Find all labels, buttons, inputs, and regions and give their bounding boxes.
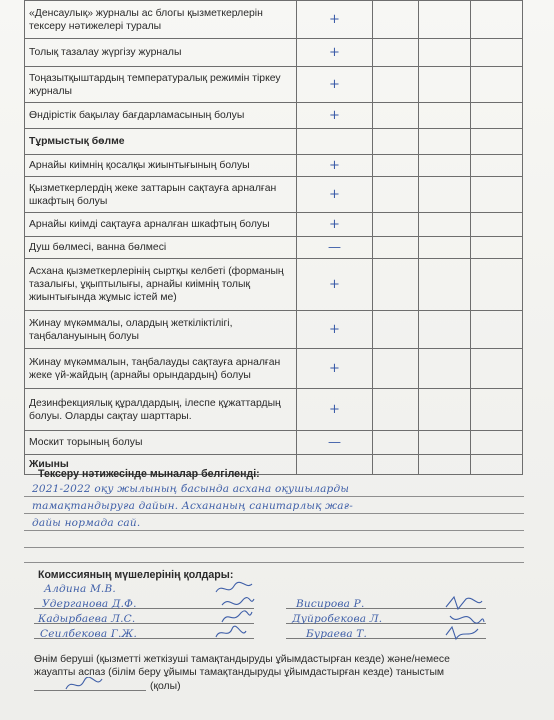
empty-cell — [419, 177, 471, 213]
checklist-mark: + — [297, 213, 373, 237]
section-header-row — [25, 129, 523, 155]
empty-cell — [419, 259, 471, 311]
signature-row — [24, 611, 524, 626]
checklist-row — [25, 389, 523, 431]
checklist-row — [25, 177, 523, 213]
empty-cell — [419, 213, 471, 237]
empty-cell — [419, 103, 471, 129]
handwritten-finding-text: тамақтандыруға дайын. Асхананың санитарлық жағ- — [32, 500, 354, 512]
signature-row — [24, 626, 524, 641]
empty-cell — [419, 237, 471, 259]
checklist-row — [25, 259, 523, 311]
inspection-checklist-table — [24, 0, 523, 475]
member-name: Алдина М.В. — [44, 583, 116, 595]
acknowledgement-sign-row — [34, 679, 524, 695]
empty-cell — [373, 237, 419, 259]
checklist-item-text: Москит торының болуы — [25, 431, 297, 455]
checklist-mark: + — [297, 259, 373, 311]
checklist-item-text: «Денсаулық» журналы ас блогы қызметкерлерін тексеру нәтижелері туралы — [25, 1, 297, 39]
findings-line — [24, 514, 524, 531]
empty-cell — [471, 311, 523, 349]
checklist-item-text: Өндірістік бақылау бағдарламасының болуы — [25, 103, 297, 129]
checklist-row — [25, 155, 523, 177]
empty-cell — [471, 155, 523, 177]
acknowledgement-block — [24, 653, 524, 695]
checklist-row — [25, 311, 523, 349]
sign-label: (қолы) — [150, 681, 181, 692]
signature-row — [24, 581, 524, 596]
checklist-mark: — — [297, 237, 373, 259]
empty-cell — [373, 311, 419, 349]
checklist-row — [25, 349, 523, 389]
empty-cell — [471, 177, 523, 213]
checklist-mark: + — [297, 349, 373, 389]
empty-cell — [471, 237, 523, 259]
empty-cell — [373, 213, 419, 237]
checklist-item-text: Арнайы киімді сақтауға арналған шкафтың болуы — [25, 213, 297, 237]
empty-cell — [471, 103, 523, 129]
checklist-mark: + — [297, 39, 373, 67]
empty-cell — [373, 349, 419, 389]
acknowledgement-line-1: Өнім беруші (қызметті жеткізуші тамақтандыруды ұйымдастырған кезде) және/немесе — [34, 654, 450, 665]
findings-line-blank — [24, 548, 524, 563]
empty-cell — [471, 431, 523, 455]
empty-cell — [373, 155, 419, 177]
signature-scribble — [214, 580, 254, 596]
empty-cell — [419, 311, 471, 349]
empty-cell — [373, 103, 419, 129]
checklist-item-text: Қызметкерлердің жеке заттарын сақтауға арналған шкафтың болуы — [25, 177, 297, 213]
checklist-item-text: Душ бөлмесі, ванна бөлмесі — [25, 237, 297, 259]
checklist-item-text: Тоңазытқыштардың температуралық режимін тіркеу журналы — [25, 67, 297, 103]
empty-cell — [471, 129, 523, 155]
signature-scribble — [220, 610, 254, 626]
checklist-row — [25, 431, 523, 455]
empty-cell — [471, 389, 523, 431]
checklist-mark: + — [297, 1, 373, 39]
commission-heading: Комиссияның мүшелерінің қолдары: — [38, 569, 234, 581]
findings-heading: Тексеру нәтижесінде мыналар белгіленді: — [38, 468, 260, 480]
checklist-item-text: Асхана қызметкерлерінің сыртқы келбеті (форманың тазалығы, ұқыптылығы, арнайы киімнің толық жиынтығында жұмыс істей ме) — [25, 259, 297, 311]
empty-cell — [373, 129, 419, 155]
checklist-mark: + — [297, 155, 373, 177]
checklist-mark: + — [297, 311, 373, 349]
empty-cell — [471, 349, 523, 389]
findings-and-signatures — [24, 468, 524, 695]
findings-line-blank — [24, 531, 524, 548]
checklist-item-text: Жинау мүкәммалы, олардың жеткіліктілігі, таңбалануының болуы — [25, 311, 297, 349]
empty-cell — [419, 129, 471, 155]
signature-scribble — [214, 625, 248, 641]
member-name: Дуйробекова Л. — [292, 613, 383, 625]
empty-cell — [373, 259, 419, 311]
checklist-mark: — — [297, 431, 373, 455]
signature-scribble — [444, 625, 480, 641]
empty-cell — [373, 1, 419, 39]
signature-scribble — [444, 595, 484, 611]
checklist-row — [25, 39, 523, 67]
checklist-mark: + — [297, 389, 373, 431]
findings-line — [24, 480, 524, 497]
signature-row — [24, 596, 524, 611]
checklist-mark: + — [297, 103, 373, 129]
checklist-row — [25, 67, 523, 103]
checklist-item-text: Жинау мүкәммалын, таңбалауды сақтауға арналған жеке үй-жайдың (арнайы орындардың) болуы — [25, 349, 297, 389]
checklist-item-text: Дезинфекциялық құралдардың, ілеспе құжаттардың болуы. Оларды сақтау шарттары. — [25, 389, 297, 431]
empty-cell — [471, 213, 523, 237]
signature-scribble — [448, 610, 486, 626]
checklist-row — [25, 1, 523, 39]
empty-cell — [419, 155, 471, 177]
signature-scribble — [220, 595, 256, 611]
empty-cell — [419, 1, 471, 39]
checklist-item-text: Арнайы киімнің қосалқы жиынтығының болуы — [25, 155, 297, 177]
checklist-mark: + — [297, 177, 373, 213]
checklist-mark: + — [297, 67, 373, 103]
section-title: Тұрмыстық бөлме — [25, 129, 297, 155]
empty-cell — [419, 431, 471, 455]
acknowledgement-line-2: жауапты аспаз (білім беру ұйымы тамақтандыруды ұйымдастырған кезде) таныстым — [34, 667, 445, 678]
member-name: Висирова Р. — [296, 598, 365, 610]
empty-cell — [471, 67, 523, 103]
checklist-item-text: Толық тазалау жүргізу журналы — [25, 39, 297, 67]
member-name: Бураева Т. — [306, 628, 368, 640]
empty-cell — [373, 67, 419, 103]
checklist-mark — [297, 129, 373, 155]
empty-cell — [419, 67, 471, 103]
checklist-row — [25, 103, 523, 129]
empty-cell — [419, 349, 471, 389]
member-name: Кадырбаева Л.С. — [38, 613, 136, 625]
checklist-row — [25, 237, 523, 259]
empty-cell — [471, 259, 523, 311]
checklist-row — [25, 213, 523, 237]
findings-line — [24, 497, 524, 514]
empty-cell — [373, 389, 419, 431]
empty-cell — [471, 1, 523, 39]
handwritten-finding-text: 2021-2022 оқу жылының басында асхана оқушыларды — [32, 483, 350, 495]
empty-cell — [373, 39, 419, 67]
empty-cell — [373, 431, 419, 455]
signature-scribble — [64, 677, 104, 693]
handwritten-finding-text: дайы нормада сай. — [32, 517, 141, 529]
empty-cell — [471, 39, 523, 67]
empty-cell — [419, 39, 471, 67]
member-name: Удерганова Д.Ф. — [42, 598, 137, 610]
member-name: Сеилбекова Г.Ж. — [40, 628, 138, 640]
total-label: Жиыны — [25, 455, 297, 475]
empty-cell — [373, 177, 419, 213]
empty-cell — [419, 389, 471, 431]
